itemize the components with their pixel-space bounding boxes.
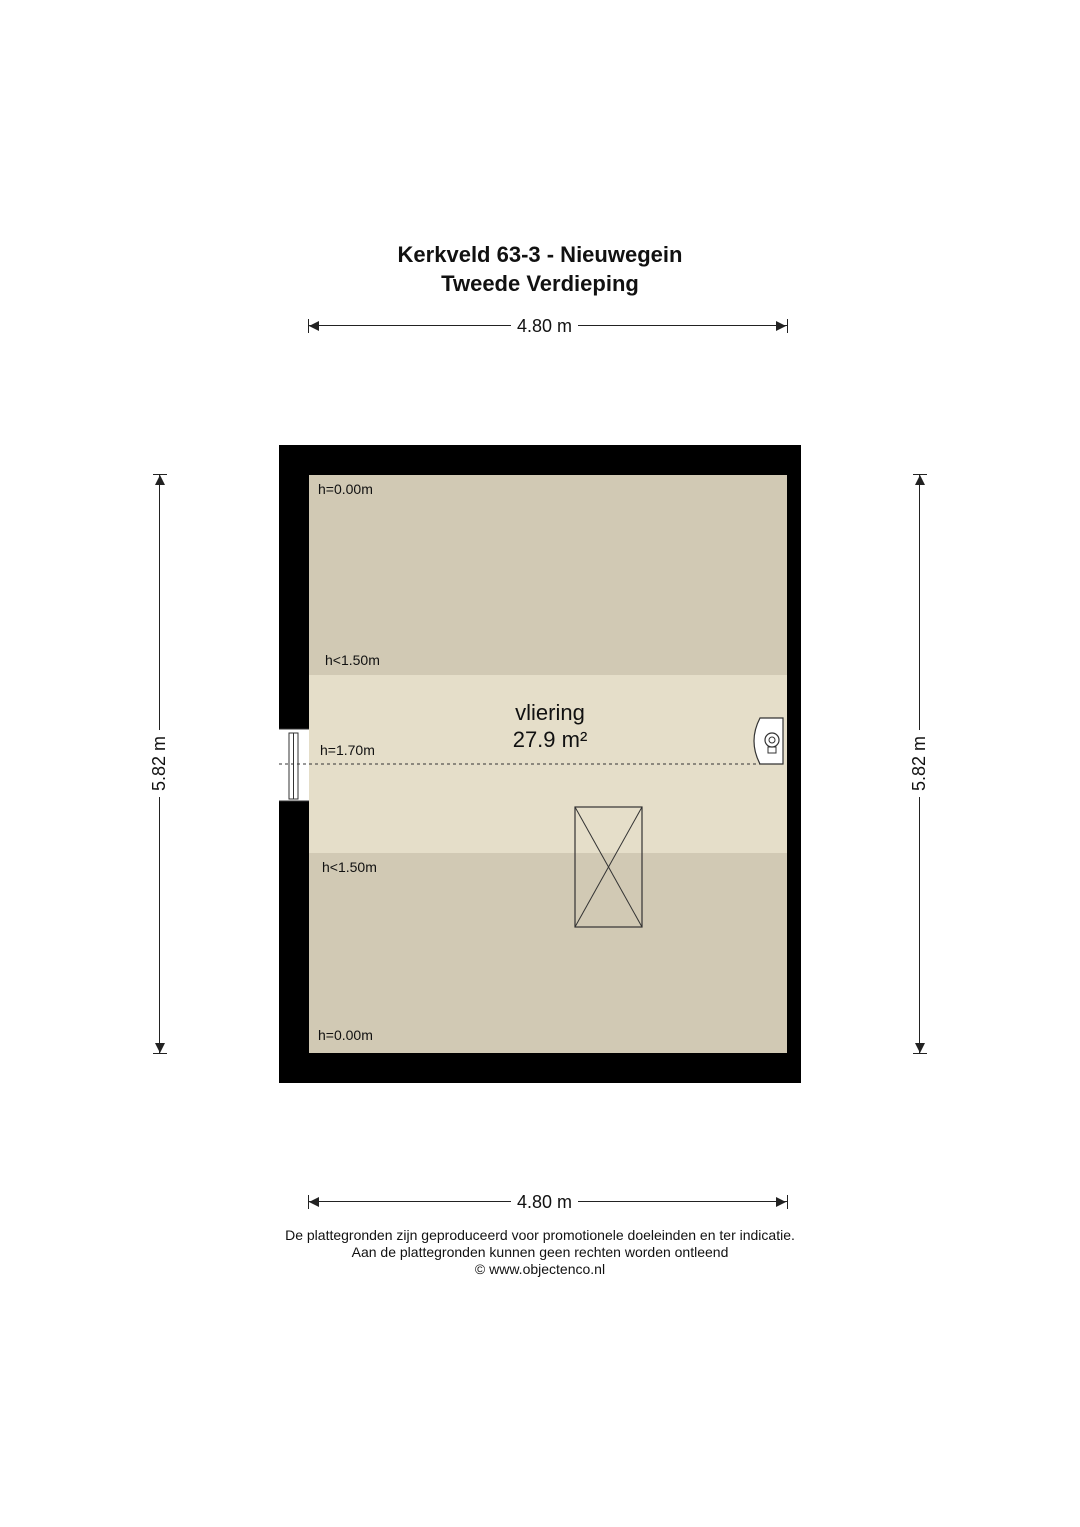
height-label-lower-limit: h<1.50m [322, 859, 377, 875]
plan-title: Kerkveld 63-3 - Nieuwegein [397, 242, 683, 267]
right-height-label: 5.82 m [909, 730, 930, 797]
room-name: vliering [515, 700, 585, 725]
height-label-ridge: h=1.70m [320, 742, 375, 758]
low-ceiling-zone-top [309, 475, 787, 675]
plan-subtitle: Tweede Verdieping [441, 271, 639, 296]
bottom-width-dimension [308, 1192, 788, 1212]
low-ceiling-zone-bottom [309, 853, 787, 1053]
height-label-top-edge: h=0.00m [318, 481, 373, 497]
room-area: 27.9 m² [512, 727, 588, 752]
height-label-upper-limit: h<1.50m [325, 652, 380, 668]
boiler-icon [754, 718, 783, 764]
top-width-label: 4.80 m [511, 316, 578, 337]
copyright-line: © www.objectenco.nl [474, 1261, 606, 1277]
height-label-bottom-edge: h=0.00m [318, 1027, 373, 1043]
disclaimer-line-1: De plattegronden zijn geproduceerd voor promotionele doeleinden en ter indicatie. [285, 1227, 795, 1243]
arrow-right-icon [776, 1197, 786, 1207]
dimension-tick [787, 1195, 788, 1209]
left-height-label: 5.82 m [149, 730, 170, 797]
bottom-width-label: 4.80 m [511, 1192, 578, 1213]
arrow-left-icon [309, 1197, 319, 1207]
disclaimer-line-2: Aan de plattegronden kunnen geen rechten worden ontleend [351, 1244, 729, 1260]
